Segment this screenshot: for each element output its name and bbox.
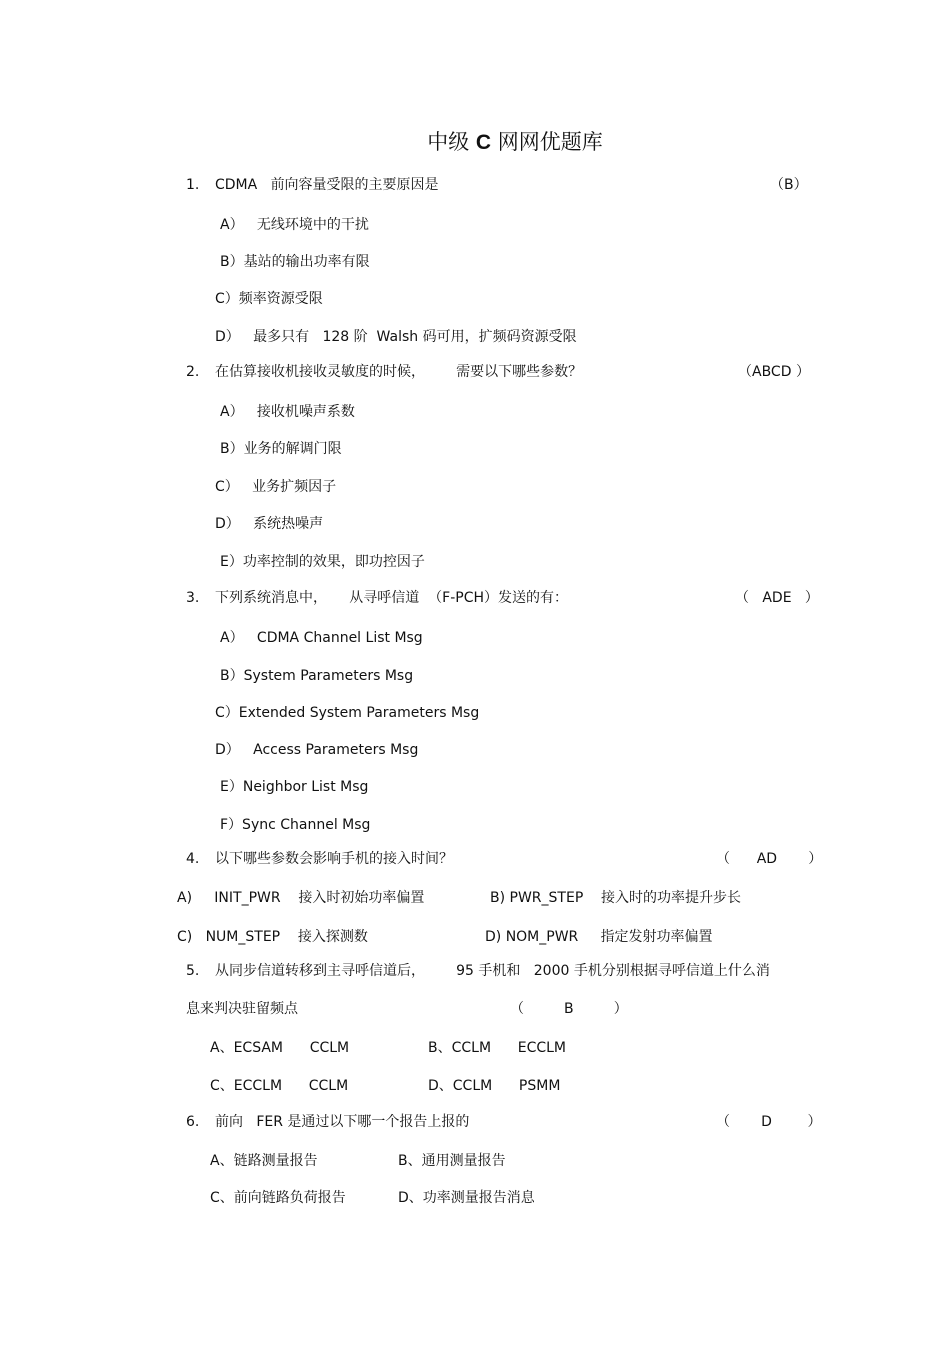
question-6-option-d: D、功率测量报告消息 bbox=[398, 1190, 535, 1206]
question-4-text: 以下哪些参数会影响手机的接入时间？ bbox=[215, 851, 453, 867]
question-2-text: 在估算接收机接收灵敏度的时候， 需要以下哪些参数？ bbox=[215, 364, 583, 380]
question-2-option-d: D） 系统热噪声 bbox=[215, 516, 324, 532]
question-5-option-a: A、ECSAM CCLM bbox=[210, 1040, 350, 1056]
question-1-number: 1. bbox=[186, 177, 200, 193]
question-4-answer: （ AD ） bbox=[716, 851, 823, 867]
question-3-option-e: E）Neighbor List Msg bbox=[220, 779, 369, 795]
question-1-option-d: D） 最多只有 128 阶 Walsh 码可用，扩频码资源受限 bbox=[215, 329, 577, 345]
question-2-option-c: C） 业务扩频因子 bbox=[215, 479, 337, 495]
question-6-answer: （ D ） bbox=[716, 1114, 822, 1130]
question-5-text-continued: 息来判决驻留频点 bbox=[186, 1001, 298, 1017]
question-4-option-a: A) INIT_PWR 接入时初始功率偏置 bbox=[177, 890, 425, 906]
question-6-option-b: B、通用测量报告 bbox=[398, 1153, 506, 1169]
question-3-option-b: B）System Parameters Msg bbox=[220, 668, 414, 684]
question-3-answer: （ ADE ） bbox=[735, 590, 819, 606]
page-title: 中级 C 网网优题库 bbox=[427, 130, 603, 154]
question-4-option-c: C) NUM_STEP 接入探测数 bbox=[177, 929, 368, 945]
question-2-option-a: A） 接收机噪声系数 bbox=[220, 404, 355, 420]
question-2-option-e: E）功率控制的效果，即功控因子 bbox=[220, 554, 425, 570]
question-2-number: 2. bbox=[186, 364, 200, 380]
question-1-option-b: B）基站的输出功率有限 bbox=[220, 254, 370, 270]
question-3-option-c: C）Extended System Parameters Msg bbox=[215, 705, 480, 721]
question-5-option-b: B、CCLM ECCLM bbox=[428, 1040, 567, 1056]
question-1-answer: （B） bbox=[770, 177, 808, 193]
question-2-answer: （ABCD ） bbox=[738, 364, 810, 380]
question-3-option-f: F）Sync Channel Msg bbox=[220, 817, 371, 833]
question-4-option-b: B) PWR_STEP 接入时的功率提升步长 bbox=[490, 890, 742, 906]
question-1-option-c: C）频率资源受限 bbox=[215, 291, 323, 307]
question-2-option-b: B）业务的解调门限 bbox=[220, 441, 342, 457]
question-6-option-a: A、链路测量报告 bbox=[210, 1153, 318, 1169]
question-3-option-d: D） Access Parameters Msg bbox=[215, 742, 419, 758]
question-6-text: 前向 FER 是通过以下哪一个报告上报的 bbox=[215, 1114, 470, 1130]
question-4-number: 4. bbox=[186, 851, 200, 867]
question-6-number: 6. bbox=[186, 1114, 200, 1130]
question-5-option-d: D、CCLM PSMM bbox=[428, 1078, 561, 1094]
question-4-option-d: D) NOM_PWR 指定发射功率偏置 bbox=[485, 929, 713, 945]
question-5-option-c: C、ECCLM CCLM bbox=[210, 1078, 349, 1094]
question-5-text: 从同步信道转移到主寻呼信道后， 95 手机和 2000 手机分别根据寻呼信道上什么消 bbox=[215, 963, 770, 979]
question-6-option-c: C、前向链路负荷报告 bbox=[210, 1190, 346, 1206]
question-3-option-a: A） CDMA Channel List Msg bbox=[220, 630, 423, 646]
question-1-text: CDMA 前向容量受限的主要原因是 bbox=[215, 177, 439, 193]
question-5-number: 5. bbox=[186, 963, 200, 979]
question-5-answer: （ B ） bbox=[510, 1001, 628, 1017]
question-1-option-a: A） 无线环境中的干扰 bbox=[220, 217, 369, 233]
question-3-number: 3. bbox=[186, 590, 200, 606]
question-3-text: 下列系统消息中， 从寻呼信道 （F-PCH）发送的有： bbox=[215, 590, 568, 606]
